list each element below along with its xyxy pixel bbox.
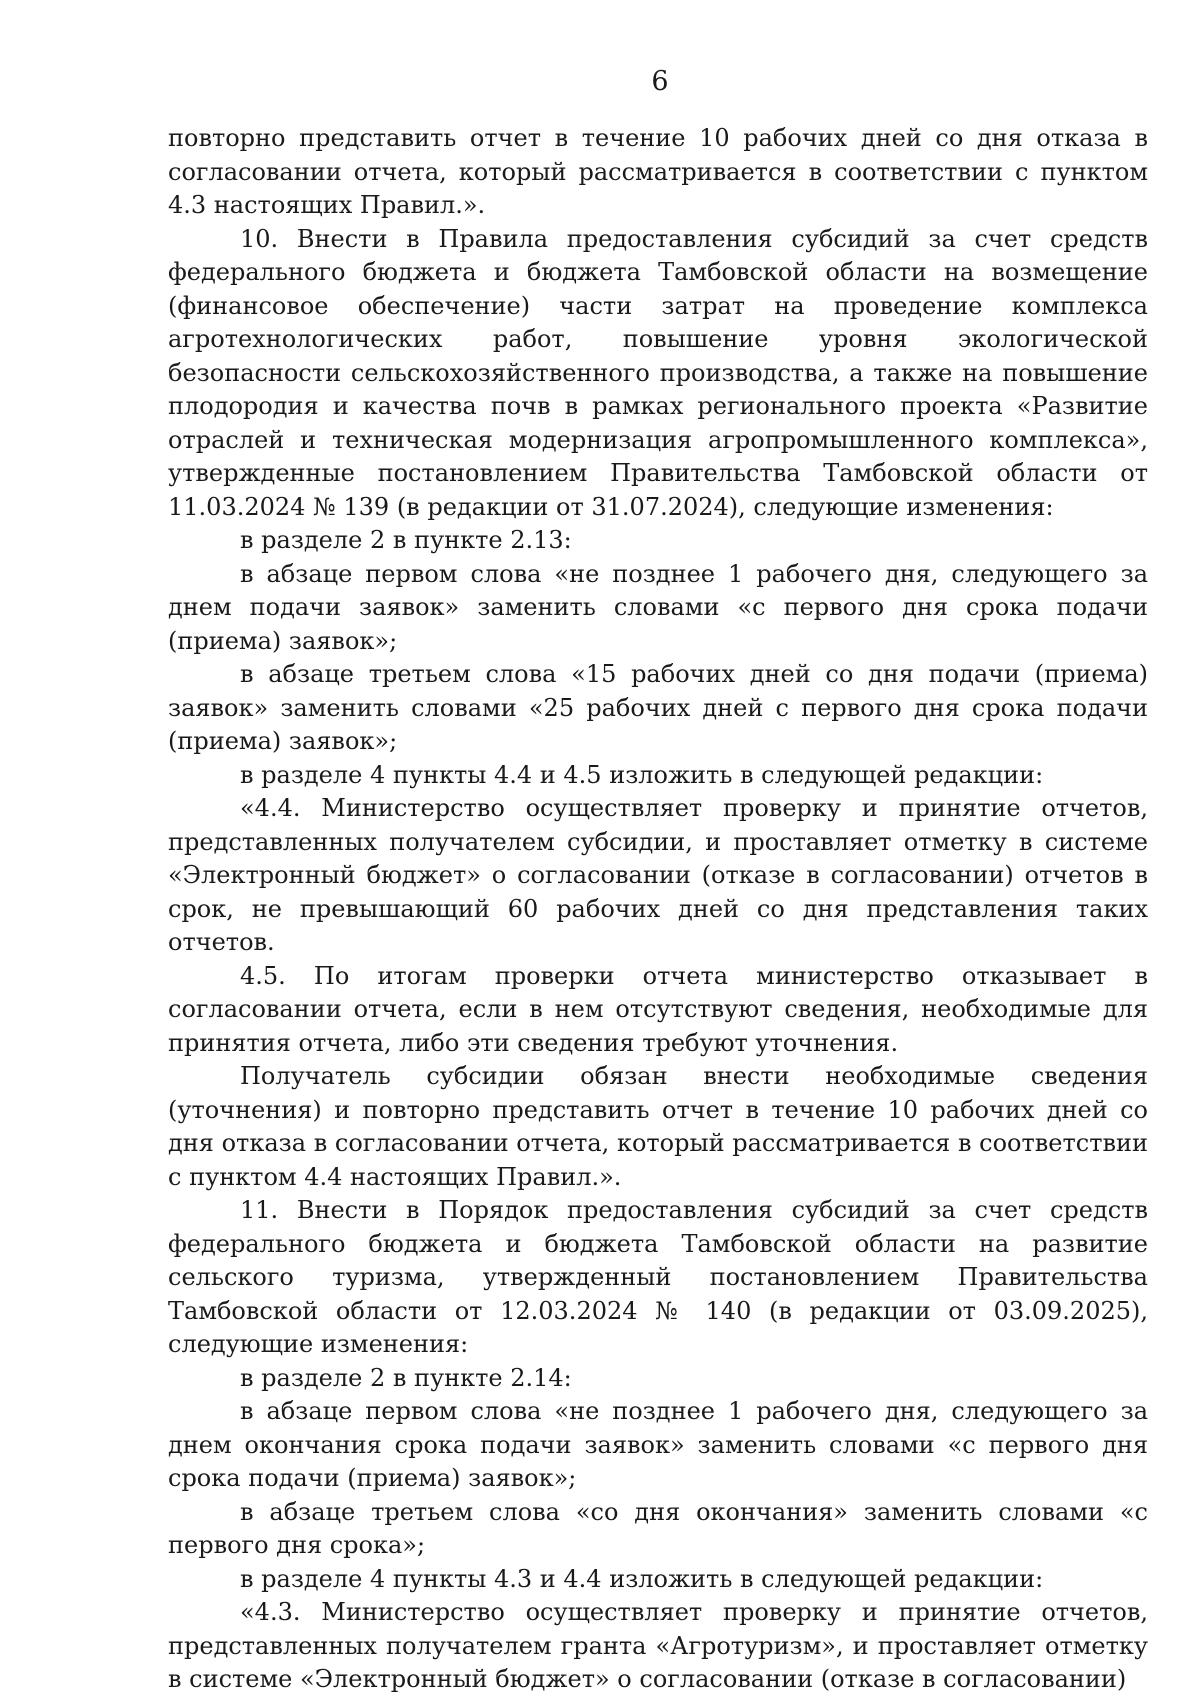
paragraph: «4.4. Министерство осуществляет проверку и принятие отчетов, представленных получателем субсидии, и проставляет отметку в системе «Электронный бюджет» о согласовании (отказе в согласовании) отчетов в срок, не превышающий 60 рабочих дней со дня представления таких отчетов. <box>168 794 1148 956</box>
paragraph: в разделе 2 в пункте 2.14: <box>240 1363 572 1392</box>
paragraph: в разделе 4 пункты 4.4 и 4.5 изложить в следующей редакции: <box>240 760 1044 789</box>
paragraph: 4.5. По итогам проверки отчета министерство отказывает в согласовании отчета, если в нем отсутствуют сведения, необходимые для принятия отчета, либо эти сведения требуют уточнения. <box>168 961 1148 1057</box>
paragraph: в абзаце первом слова «не позднее 1 рабочего дня, следующего за днем подачи заявок» заменить словами «с первого дня срока подачи (приема) заявок»; <box>168 559 1148 655</box>
page-number: 6 <box>651 66 669 97</box>
document-body <box>168 122 1148 1697</box>
paragraph: в абзаце третьем слова «со дня окончания» заменить словами «с первого дня срока»; <box>168 1497 1148 1559</box>
paragraph: в абзаце третьем слова «15 рабочих дней со дня подачи (приема) заявок» заменить словами «25 рабочих дней с первого дня срока подачи (приема) заявок»; <box>168 660 1148 755</box>
paragraph: повторно представить отчет в течение 10 рабочих дней со дня отказа в согласовании отчета, который рассматривается в соответствии с пунктом 4.3 настоящих Правил.». <box>168 124 1148 219</box>
paragraph: Получатель субсидии обязан внести необходимые сведения (уточнения) и повторно представить отчет в течение 10 рабочих дней со дня отказа в согласовании отчета, который рассматривается в соответствии с пунктом 4.4 настоящих Правил.». <box>168 1062 1148 1191</box>
paragraph: в разделе 2 в пункте 2.13: <box>240 526 572 554</box>
paragraph: в разделе 4 пункты 4.3 и 4.4 изложить в следующей редакции: <box>240 1564 1044 1593</box>
paragraph: в абзаце первом слова «не позднее 1 рабочего дня, следующего за днем окончания срока подачи заявок» заменить словами «с первого дня срока подачи (приема) заявок»; <box>168 1397 1148 1492</box>
paragraph: 11. Внести в Порядок предоставления субсидий за счет средств федерального бюджета и бюджета Тамбовской области на развитие сельского туризма, утвержденный постановлением Правительства Тамбовской области от 12.03.2024 № 140 (в редакции от 03.09.2025), следующие изменения: <box>168 1196 1148 1358</box>
paragraph: 10. Внести в Правила предоставления субсидий за счет средств федерального бюджета и бюджета Тамбовской области на возмещение (финансовое обеспечение) части затрат на проведение комплекса агротехнологических работ, повышение уровня экологической безопасности сельскохозяйственного производства, а также на повышение плодородия и качества почв в рамках регионального проекта «Развитие отраслей и техническая модернизация агропромышленного комплекса», утвержденные постановлением Правительства Тамбовской области от 11.03.2024 № 139 (в редакции от 31.07.2024), следующие изменения: <box>168 224 1148 521</box>
paragraph: «4.3. Министерство осуществляет проверку и принятие отчетов, представленных получателем гранта «Агротуризм», и проставляет отметку в системе «Электронный бюджет» о согласовании (отказе в согласовании) <box>168 1598 1148 1693</box>
